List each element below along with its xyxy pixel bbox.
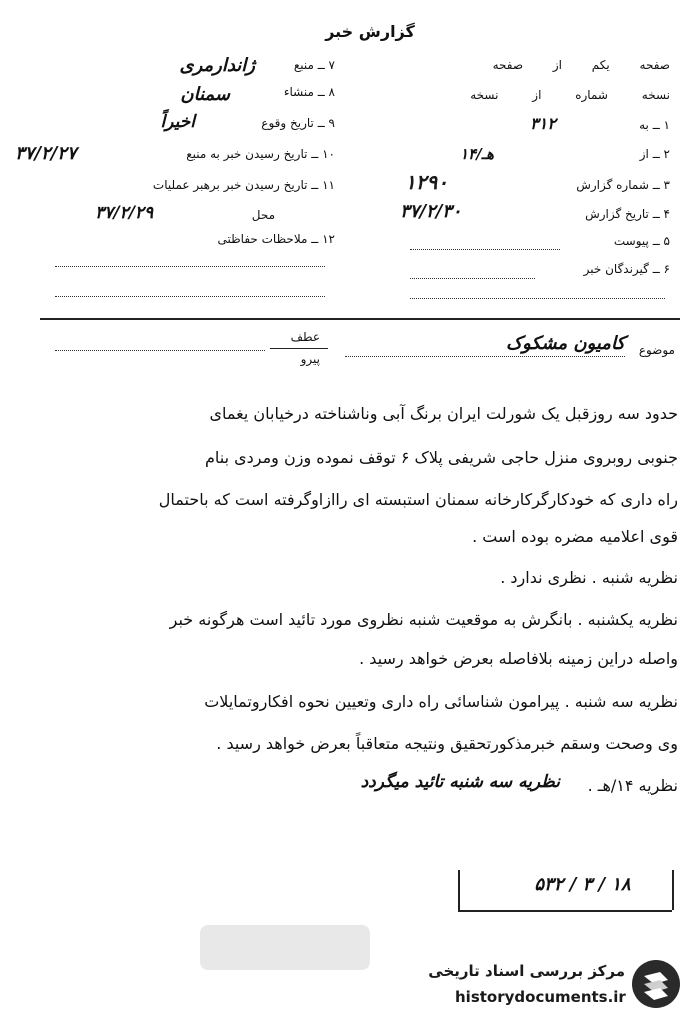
watermark-org-name: مرکز بررسی اسناد تاریخی <box>428 962 625 980</box>
body-line-1: حدود سه روزقبل یک شورلت ایران برنگ آبی وناشناخته درخیابان یغمای <box>209 404 678 423</box>
stamp-right-border <box>672 870 674 910</box>
stamp-value: ۵۳۲ / ۳ / ۱۸ <box>534 874 631 895</box>
subject-dotted-line <box>345 356 625 357</box>
reference-dotted-line <box>55 350 265 351</box>
field-2-value: ۱۴/هـ <box>460 145 494 163</box>
watermark-logo-icon <box>630 958 682 1010</box>
field-5-label: ۵ ــ پیوست <box>613 234 670 248</box>
field-1-label: ۱ ــ به <box>639 118 670 132</box>
body-line-5: نظریه شنبه . نظری ندارد . <box>500 568 678 587</box>
body-line-10: نظریه ۱۴/هـ . <box>587 776 678 795</box>
field-12-dotted-line-2 <box>55 296 325 297</box>
copy-number-line: نسخه شماره از نسخه <box>470 88 670 102</box>
header-separator-rule <box>40 318 680 320</box>
field-8-label: ۸ ــ منشاء <box>283 85 335 99</box>
field-2-label: ۲ ــ از <box>639 147 670 161</box>
field-10-value: ۳۷/۲/۲۷ <box>15 143 77 164</box>
subject-value: کامیون مشکوک <box>506 333 625 354</box>
field-6-dotted-line-2 <box>410 298 665 299</box>
stamp-left-border <box>458 870 460 910</box>
field-4-value: ۳۷/۲/۳۰ <box>400 201 462 222</box>
field-1-value: ۳۱۲ <box>530 114 556 133</box>
body-line-6: نظریه یکشنبه . بانگرش به موقعیت شنبه نظروی مورد تائید است هرگونه خبر <box>169 610 678 629</box>
field-9-value: اخیراً <box>160 112 195 132</box>
body-line-2: جنوبی روبروی منزل حاجی شریفی پلاک ۶ توقف نموده وزن ومردی بنام <box>204 448 678 467</box>
field-12-label: ۱۲ ــ ملاحظات حفاظتی <box>217 232 335 246</box>
stamp-bottom-border <box>458 910 672 912</box>
field-11-value: ۳۷/۲/۲۹ <box>95 203 154 223</box>
subject-label: موضوع <box>638 343 675 357</box>
reference-label: عطف <box>290 330 320 344</box>
body-line-3: راه داری که خودکارگرکارخانه سمنان استبسته ای راازاوگرفته است که باحتمال <box>158 490 678 509</box>
field-10-label: ۱۰ ــ تاریخ رسیدن خبر به منبع <box>186 147 335 161</box>
field-5-dotted-line <box>410 249 560 250</box>
field-4-label: ۴ ــ تاریخ گزارش <box>585 207 670 221</box>
body-line-8: نظریه سه شنبه . پیرامون شناسائی راه داری وتعیین نحوه افکاروتمایلات <box>204 692 678 711</box>
watermark-url[interactable]: historydocuments.ir <box>455 988 626 1006</box>
body-line-4: قوی اعلامیه مضره بوده است . <box>472 527 678 546</box>
handwritten-note: نظریه سه شنبه تائید میگردد <box>360 772 560 792</box>
reference-divider <box>270 348 328 349</box>
field-6-label: ۶ ــ گیرندگان خبر <box>583 262 670 276</box>
field-7-value: ژاندارمری <box>179 55 255 76</box>
ink-smudge <box>200 925 370 970</box>
document-title: گزارش خبر <box>325 22 415 41</box>
field-3-label: ۳ ــ شماره گزارش <box>576 178 670 192</box>
field-12-dotted-line-1 <box>55 266 325 267</box>
field-11-place-label: محل <box>251 208 275 222</box>
page-count-line: صفحه یکم از صفحه <box>492 58 670 72</box>
field-6-dotted-line-1 <box>410 278 535 279</box>
field-11-label: ۱۱ ــ تاریخ رسیدن خبر برهبر عملیات <box>152 178 335 192</box>
field-8-value: سمنان <box>180 84 230 105</box>
field-9-label: ۹ ــ تاریخ وقوع <box>261 116 335 130</box>
body-line-7: واصله دراین زمینه بلافاصله بعرض خواهد رسید . <box>359 649 678 668</box>
field-3-value: ۱۲۹۰ <box>405 170 448 194</box>
body-line-9: وی وصحت وسقم خبرمذکورتحقیق ونتیجه متعاقباً بعرض خواهد رسید . <box>216 734 678 753</box>
field-7-label: ۷ ــ منبع <box>293 58 335 72</box>
follow-up-label: پیرو <box>300 352 320 366</box>
